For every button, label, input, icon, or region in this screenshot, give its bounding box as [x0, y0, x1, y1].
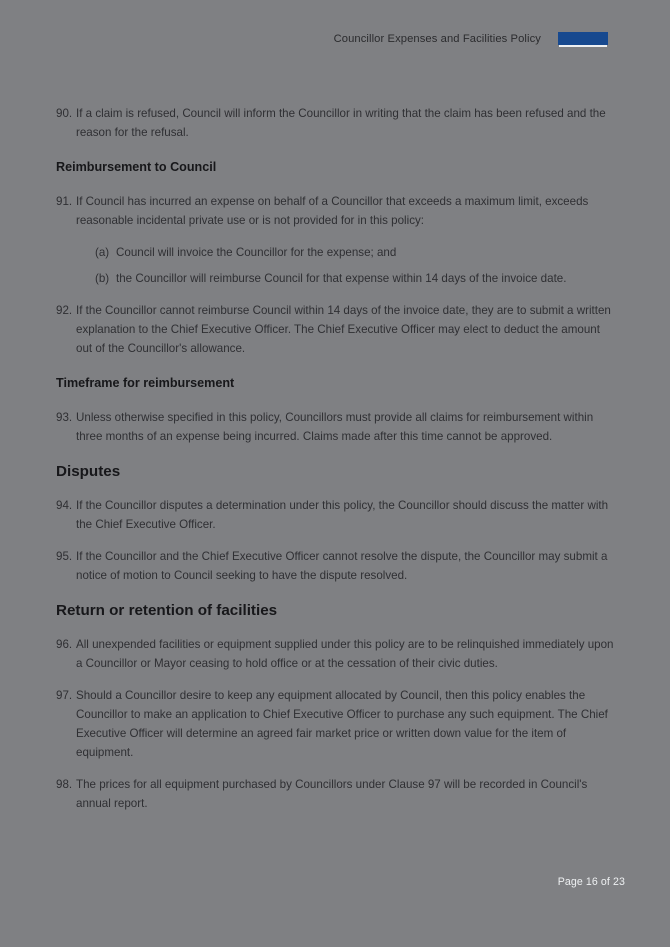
- clause-text: If the Councillor disputes a determination under this policy, the Councillor should discuss the matter with the Chief Executive Officer.: [76, 499, 609, 531]
- clause-text: The prices for all equipment purchased by Councillors under Clause 97 will be recorded in Council's annual report.: [76, 778, 588, 810]
- clause-number: 98.: [56, 778, 73, 791]
- clause: [56, 496, 616, 534]
- page-footer: [558, 876, 625, 888]
- subclause: [95, 269, 616, 288]
- clause: [56, 301, 616, 358]
- clause-number: 95.: [56, 550, 73, 563]
- clause-number: 96.: [56, 638, 73, 651]
- subclause-label: (a): [95, 246, 110, 259]
- section-heading: Return or retention of facilities: [56, 602, 278, 619]
- header-title: Councillor Expenses and Facilities Policy: [333, 32, 541, 45]
- clause-text: If the Councillor and the Chief Executive Officer cannot resolve the dispute, the Councillor may submit a notice of motion to Council seeking to have the dispute resolved.: [76, 550, 608, 582]
- clause: [56, 408, 616, 446]
- clause-number: 93.: [56, 411, 73, 424]
- clause-number: 97.: [56, 689, 73, 702]
- clause-number: 94.: [56, 499, 73, 512]
- clause-text: All unexpended facilities or equipment supplied under this policy are to be relinquished immediately upon a Councillor or Mayor ceasing to hold office or at the cessation of their civic duties.: [76, 638, 614, 670]
- header-accent-bar: [558, 32, 608, 45]
- clause-text: Should a Councillor desire to keep any equipment allocated by Council, then this policy enables the Councillor to make an application to Chief Executive Officer to purchase any such equipment. The Chief Executive Officer will determine an agreed fair market price or written down value for the item of equipment.: [76, 689, 608, 759]
- clause: [56, 104, 616, 142]
- section-heading: Disputes: [56, 463, 121, 480]
- clause: [56, 635, 616, 673]
- clause-text: the Councillor will reimburse Council for that expense within 14 days of the invoice date.: [116, 272, 567, 285]
- clause-number: 90.: [56, 107, 73, 120]
- clause-number: 91.: [56, 195, 73, 208]
- page-header: [334, 32, 608, 45]
- clause-text: Council will invoice the Councillor for the expense; and: [116, 246, 397, 259]
- clause-text: Unless otherwise specified in this policy, Councillors must provide all claims for reimbursement within three months of an expense being incurred. Claims made after this time cannot be approved.: [76, 411, 594, 443]
- clause: [56, 686, 616, 762]
- subsection-heading: Reimbursement to Council: [56, 160, 217, 174]
- clause-text: If Council has incurred an expense on behalf of a Councillor that exceeds a maximum limit, exceeds reasonable incidental private use or is not provided for in this policy:: [76, 195, 589, 227]
- page-number: Page 16 of 23: [557, 876, 625, 888]
- clause: [56, 192, 616, 230]
- clause: [56, 547, 616, 585]
- subsection-heading: Timeframe for reimbursement: [56, 376, 235, 390]
- clause-text: If the Councillor cannot reimburse Council within 14 days of the invoice date, they are to submit a written explanation to the Chief Executive Officer. The Chief Executive Officer may elect to deduct the amount out of the Councillor's allowance.: [76, 304, 611, 355]
- clause-text: If a claim is refused, Council will inform the Councillor in writing that the claim has been refused and the reason for the refusal.: [76, 107, 606, 139]
- document-content: [56, 91, 616, 826]
- subclause-label: (b): [95, 272, 110, 285]
- clause-number: 92.: [56, 304, 73, 317]
- clause: [56, 775, 616, 813]
- subclause: [95, 243, 616, 262]
